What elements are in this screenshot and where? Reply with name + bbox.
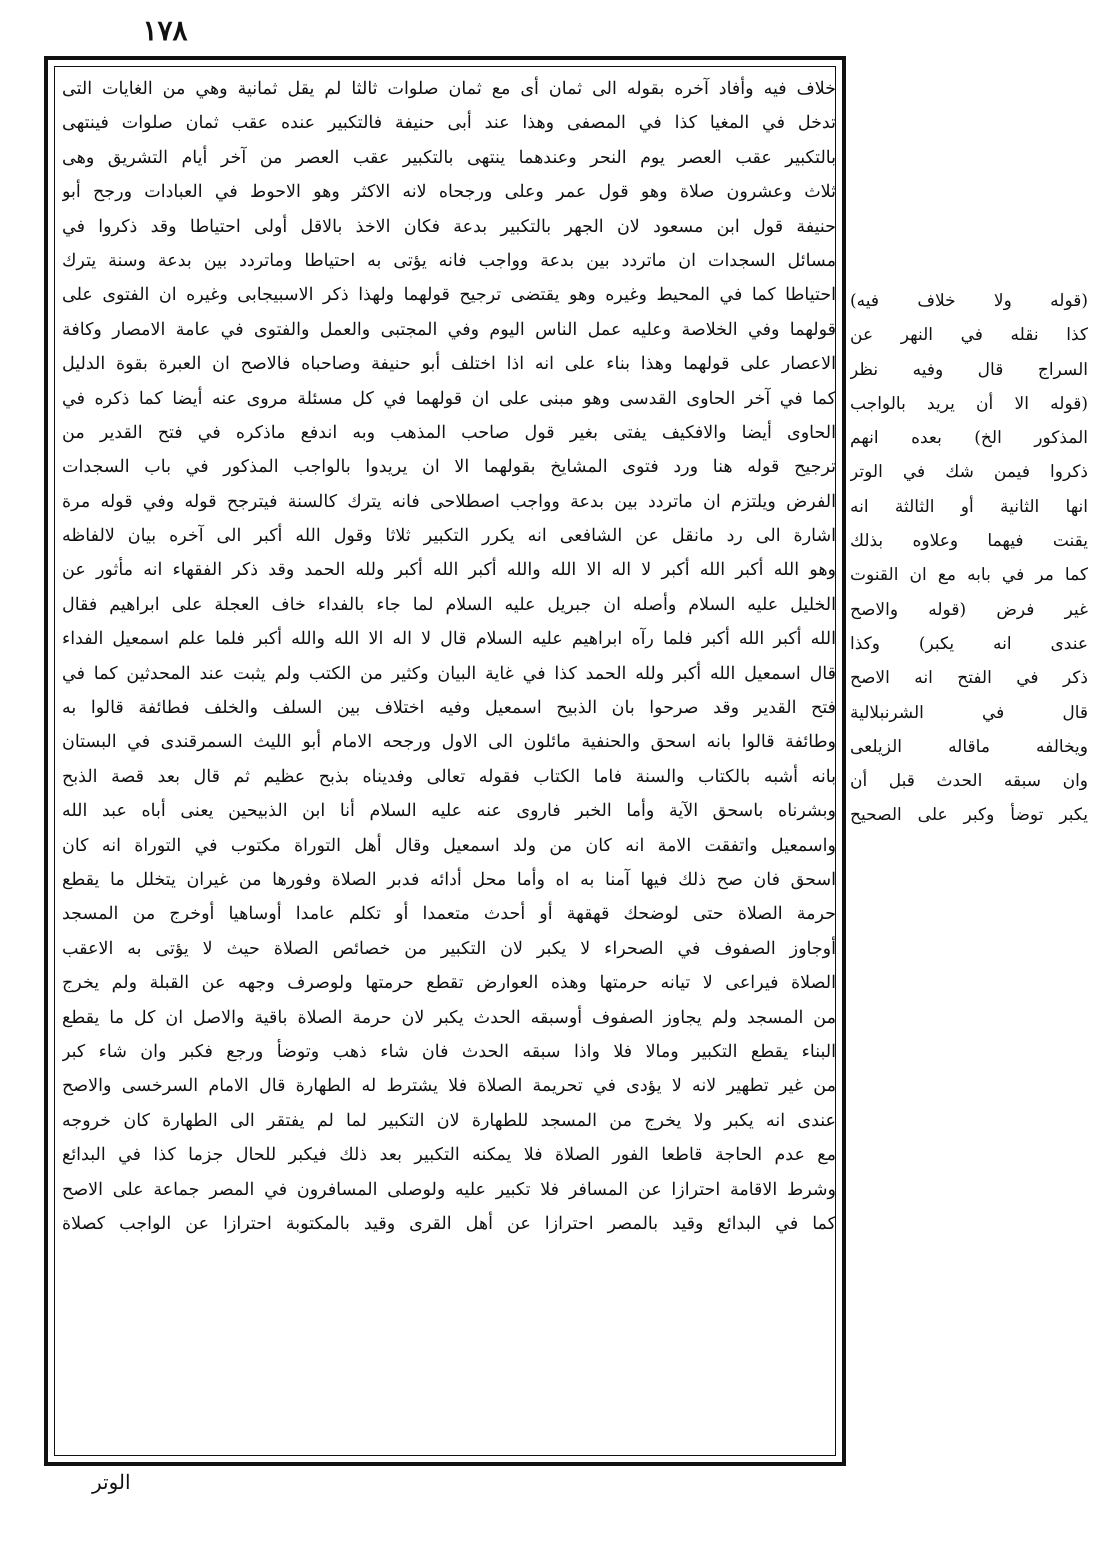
main-text-line: الاعصار على قولهما وهذا بناء على انه اذا اختلف أبو حنيفة وصاحباه فالاصح ان العبرة بقوة الدليل — [62, 354, 836, 375]
main-text-line: وشرط الاقامة احترازا عن المسافر فلا تكبير عليه ولوصلى المسافرون في المصر جماعة على الاصح — [62, 1179, 836, 1200]
margin-note-line: ويخالفه ماقاله الزيلعى — [850, 736, 1088, 757]
marginal-commentary — [850, 284, 1088, 904]
margin-note-line: ذكروا فيمن شك في الوتر — [850, 462, 1088, 483]
margin-note-line: غير فرض (قوله والاصح — [850, 599, 1088, 620]
main-text-line: وبشرناه باسحق الآية وأما الخبر فاروى عنه عليه السلام أنا ابن الذبيحين يعنى أباه عبد الله — [62, 801, 836, 822]
main-text-line: قال اسمعيل الله أكبر ولله الحمد كذا في غاية البيان وكثير من الكتب ولم يثبت عند المحدثين كما في — [62, 663, 836, 684]
margin-note-line: (قوله ولا خلاف فيه) — [850, 291, 1088, 311]
main-text-line: مسائل السجدات ان ماتردد بين بدعة وواجب فانه يؤتى به احتياطا وماتردد بين بدعة وسنة يترك — [62, 250, 836, 271]
margin-note-line: يقنت فيهما وعلاوه بذلك — [850, 531, 1088, 552]
main-text-line: الحاوى أيضا والافكيف يفتى بغير قول صاحب المذهب وبه اندفع ماذكره في فتح القدير من — [62, 422, 836, 443]
main-text-line: مع عدم الحاجة قاطعا الفور الصلاة فلا يمكنه التكبير بعد ذلك فيكبر للحال جزما كذا في البدائع — [62, 1145, 836, 1166]
main-text-line: حنيفة قول ابن مسعود لان الجهر بالتكبير بدعة فكان الاخذ بالاقل أولى احتياطا وقد ذكروا في — [62, 216, 836, 237]
margin-note-line: كذا نقله في النهر عن — [850, 325, 1088, 346]
main-text-line: الخليل عليه السلام وأصله ان جبريل عليه السلام لما جاء بالفداء خاف العجلة على ابراهيم فقال — [62, 594, 836, 615]
main-text-line: تدخل في المغيا كذا في المصفى وهذا عند أبى حنيفة فالتكبير عنده عقب ثمان صلوات فينتهى — [62, 113, 836, 134]
margin-note-line: ذكر في الفتح انه الاصح — [850, 668, 1088, 689]
main-text-line: خلاف فيه وأفاد آخره بقوله الى ثمان أى مع ثمان صلوات ثالثا لم يقل ثمانية وهي من الغايات التى — [62, 79, 836, 99]
main-text-line: فتح القدير وقد صرحوا بان الذبيح اسمعيل وفيه اختلاف بين السلف والخلف فطائفة قالوا به — [62, 698, 836, 719]
margin-note-line: كما مر في بابه مع ان القنوت — [850, 565, 1088, 586]
main-text-line: بانه أشبه بالكتاب والسنة فاما الكتاب فقوله تعالى وفديناه بذبح عظيم ثم قال بعد قصة الذبح — [62, 766, 836, 787]
margin-note-line: وان سبقه الحدث قبل أن — [850, 771, 1088, 792]
main-text-line: ترجيح قوله هنا ورد فتوى المشايخ بقولهما الا ان يريدوا بالواجب المذكور في باب السجدات — [62, 457, 836, 478]
margin-note-line: عندى انه يكبر) وكذا — [850, 633, 1088, 654]
main-text-line: أوجاوز الصفوف في الصحراء لا يكبر لان التكبير من خصائص الصلاة حيث لا يؤتى به الاعقب — [62, 938, 836, 959]
main-text-line: بالتكبير عقب العصر يوم النحر وعندهما ينتهى بالتكبير عقب العصر من آخر أيام التشريق وهى — [62, 147, 836, 168]
main-text-line: اشارة الى رد مانقل عن الشافعى انه يكرر التكبير ثلاثا وقول الله أكبر الى آخره بيان لالفاظه — [62, 526, 836, 547]
main-text-line: حرمة الصلاة حتى لوضحك قهقهة أو أحدث متعمدا أو تكلم عامدا أوساهيا أوخرج من المسجد — [62, 904, 836, 925]
main-text-line: عندى انه يكبر ولا يخرج من المسجد للطهارة لان التكبير لما لم يفتقر الى الطهارة كان خروجه — [62, 1110, 836, 1131]
main-text-line: احتياطا كما في المحيط وغيره وهو يقتضى ترجيح قولهما ولهذا ذكر الاسبيجابى وغيره ان الفتوى على — [62, 285, 836, 306]
main-text-block — [62, 72, 836, 1454]
page-number: ١٧٨ — [142, 14, 188, 47]
main-text-line: كما في آخر الحاوى القدسى وهو مبنى على ان قولهما في كل مسئلة مروى عنه أيضا كما ذكره في — [62, 388, 836, 409]
margin-note-line: (قوله الا أن يريد بالواجب — [850, 393, 1088, 414]
margin-note-line: انها الثانية أو الثالثة انه — [850, 496, 1088, 517]
main-text-line: ثلاث وعشرون صلاة وهو قول عمر وعلى ورجحاه لانه الاكثر وهو الاحوط في العبادات ورجح أبو — [62, 182, 836, 203]
main-text-line: كما في البدائع وقيد بالمصر احترازا عن أهل القرى وقيد بالمكتوبة احترازا عن الواجب كصلاة — [62, 1213, 836, 1234]
main-text-line: واسمعيل واتفقت الامة انه كان من ولد اسمعيل وقال أهل التوراة مكتوب في التوراة انه كان — [62, 835, 836, 856]
main-text-line: وطائفة قالوا بانه اسحق والحنفية مائلون الى الاول ورجحه الامام أبو الليث السمرقندى في البستان — [62, 732, 836, 753]
main-text-line: اسحق فان صح ذلك فيها آمنا به اه وأما محل أدائه فدبر الصلاة وفورها من غيران يتخلل ما يقطع — [62, 869, 836, 890]
main-text-line: الصلاة فيراعى لا تيانه حرمتها وهذه العوارض تقطع حرمتها ولوصرف وجهه عن القبلة ولم يخرج — [62, 973, 836, 994]
main-text-line: من غير تطهير لانه لا يؤدى في تحريمة الصلاة فلا يشترط له الطهارة قال الامام السرخسى والاصح — [62, 1076, 836, 1097]
margin-note-line: المذكور الخ) بعده انهم — [850, 428, 1088, 449]
main-text-line: الله أكبر الله أكبر فلما رآه ابراهيم عليه السلام قال لا اله الا الله والله أكبر فلما علم اسمعيل الفداء — [62, 629, 836, 650]
main-text-line: البناء يقطع التكبير ومالا فلا واذا سبقه الحدث فان شاء ذهب وتوضأ ورجع فكبر وان شاء كبر — [62, 1041, 836, 1062]
catchword: الوتر — [92, 1470, 131, 1494]
main-text-line: قولهما وفي الخلاصة وعليه عمل الناس اليوم وفي المجتبى والعمل والفتوى في عامة الامصار وكافة — [62, 319, 836, 340]
main-text-line: من المسجد ولم يجاوز الصفوف أوسبقه الحدث يكبر لان حرمة الصلاة باقية والاصل ان كل ما يقطع — [62, 1007, 836, 1028]
margin-note-line: قال في الشرنبلالية — [850, 702, 1088, 723]
margin-note-line: يكبر توضأ وكبر على الصحيح — [850, 805, 1088, 826]
margin-note-line: السراج قال وفيه نظر — [850, 359, 1088, 380]
main-text-line: وهو الله أكبر الله أكبر لا اله الا الله والله أكبر الله أكبر ولله الحمد وقد ذكر الفقهاء انه مأثور عن — [62, 560, 836, 581]
main-text-line: الفرض ويلتزم ان ماتردد بين بدعة وواجب اصطلاحى فانه يترك كالسنة فيترجح قوله وفي قوله مرة — [62, 491, 836, 512]
